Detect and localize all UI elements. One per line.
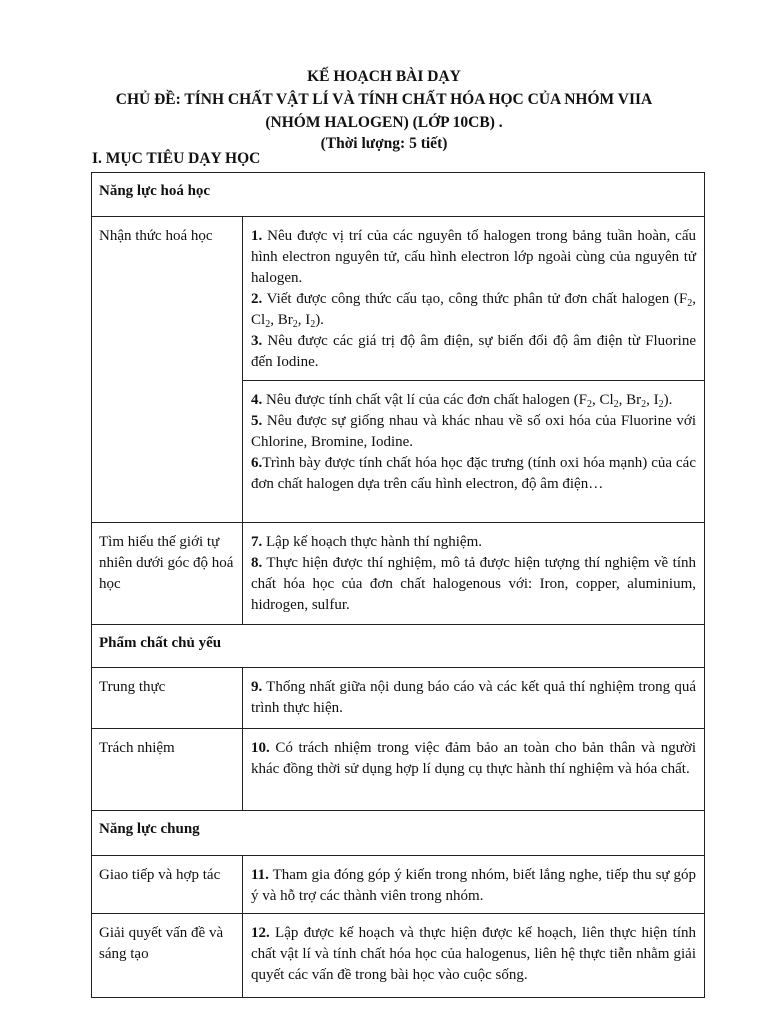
table-row: [92, 914, 705, 998]
objective-item: 1. Nêu được vị trí của các nguyên tố halogen trong bảng tuần hoàn, cấu hình electron nguyên tử, cấu hình electron lớp ngoài cùng của nguyên tử halogen.: [251, 228, 696, 286]
group-header-chemistry: Năng lực hoá học: [92, 173, 705, 217]
row-content: [243, 668, 705, 729]
objective-item: 2. Viết được công thức cấu tạo, công thức phân tử đơn chất halogen ($F_2$, $Cl_2$, $Br_2$, $I_2$).: [251, 291, 696, 330]
row-content: [243, 914, 705, 998]
row-label-trung-thuc: Trung thực: [92, 668, 243, 729]
table-row: [92, 811, 705, 856]
row-label-giai-quyet: Giải quyết vấn đề và sáng tạo: [92, 914, 243, 998]
objective-item: 5. Nêu được sự giống nhau và khác nhau về số oxi hóa của Fluorine với Chlorine, Bromine, Iodine.: [251, 413, 696, 450]
group-header-general: Năng lực chung: [92, 811, 705, 856]
doc-topic-cont: (NHÓM HALOGEN) (LỚP 10CB) .: [265, 114, 503, 131]
row-content: [243, 523, 705, 625]
table-row: [92, 523, 705, 625]
section-title: I. MỤC TIÊU DẠY HỌC: [92, 150, 261, 167]
table-row: [92, 625, 705, 668]
row-label-trach-nhiem: Trách nhiệm: [92, 729, 243, 811]
row-content: [243, 729, 705, 811]
group-header-qualities: Phẩm chất chủ yếu: [92, 625, 705, 668]
table-row: [92, 173, 705, 217]
table-row: [92, 217, 705, 381]
objective-item: 11. Tham gia đóng góp ý kiến trong nhóm, biết lắng nghe, tiếp thu sự góp ý và hỗ trợ các thành viên trong nhóm.: [251, 867, 696, 904]
row-label-tim-hieu: Tìm hiểu thế giới tự nhiên dưới góc độ hoá học: [92, 523, 243, 625]
objective-item: 3. Nêu được các giá trị độ âm điện, sự biến đổi độ âm điện từ Fluorine đến Iodine.: [251, 333, 696, 370]
doc-duration: (Thời lượng: 5 tiết): [320, 135, 448, 152]
table-row: [92, 668, 705, 729]
objective-item: 12. Lập được kế hoạch và thực hiện được kế hoạch, liên thực hiện tính chất vật lí và tính chất hóa học của halogenus, liên hệ thực tiễn nhằm giải quyết các vấn đề trong bài học vào cuộc sống.: [251, 925, 696, 983]
row-label-nhan-thuc: Nhận thức hoá học: [92, 217, 243, 523]
objective-item: 4. Nêu được tính chất vật lí của các đơn chất halogen ($F_2$, $Cl_2$, $Br_2$, $I_2$).: [251, 392, 673, 410]
doc-topic: CHỦ ĐỀ: TÍNH CHẤT VẬT LÍ VÀ TÍNH CHẤT HÓA HỌC CỦA NHÓM VIIA: [115, 91, 653, 108]
table-row: [92, 729, 705, 811]
doc-title: KẾ HOẠCH BÀI DẠY: [307, 68, 461, 85]
row-content: [243, 381, 705, 523]
table-row: [92, 856, 705, 914]
row-content: [243, 856, 705, 914]
objective-item: 8. Thực hiện được thí nghiệm, mô tả được hiện tượng thí nghiệm về tính chất hóa học của đơn chất halogenous với: Iron, copper, aluminium, hidrogen, sulfur.: [251, 555, 696, 613]
objective-item: 6.Trình bày được tính chất hóa học đặc trưng (tính oxi hóa mạnh) của các đơn chất halogen dựa trên cấu hình electron, độ âm điện…: [251, 455, 696, 492]
objective-item: 7. Lập kế hoạch thực hành thí nghiệm.: [251, 534, 482, 550]
objective-item: 9. Thống nhất giữa nội dung báo cáo và các kết quả thí nghiệm trong quá trình thực hiện.: [251, 679, 696, 716]
objective-item: 10. Có trách nhiệm trong việc đảm bảo an toàn cho bản thân và người khác đồng thời sử dụng hợp lí dụng cụ thực hành thí nghiệm và hóa chất.: [251, 740, 696, 777]
row-content: [243, 217, 705, 381]
objectives-table: [91, 172, 705, 998]
row-label-giao-tiep: Giao tiếp và hợp tác: [92, 856, 243, 914]
